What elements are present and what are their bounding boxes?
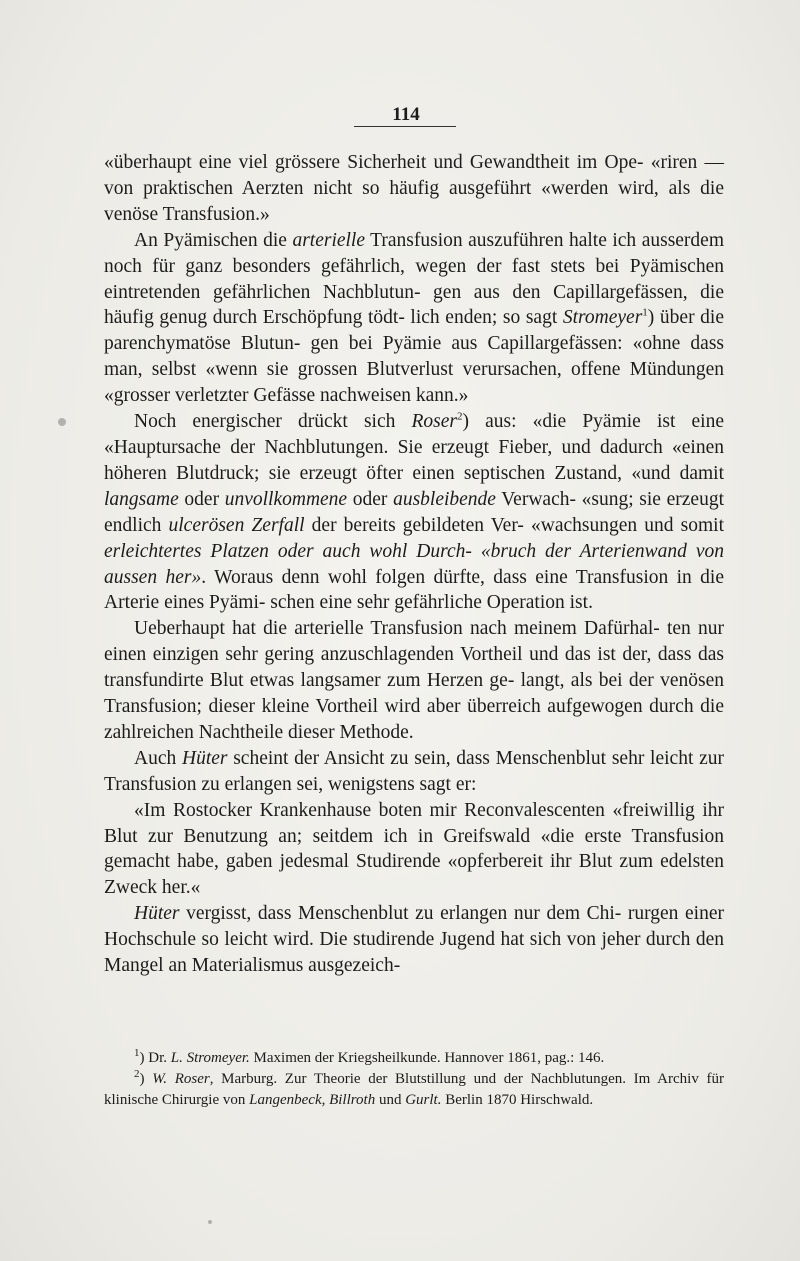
text-run: Ueberhaupt hat die arterielle Transfusion nach meinem Dafürhal- ten nur einen einzigen sehr gering anzuschlagenden Vortheil und das ist der, dass das transfundirte Blut etwas langsamer zum Herzen ge- langt, als bei der venösen Transfusion; dieser kleine Vortheil wird aber überreich aufgewogen durch die zahlreichen Nachtheile dieser Methode. [104,618,724,743]
footnote-marker: 1 [134,1047,140,1059]
italic-text: unvollkommene [224,488,348,510]
italic-text: W. Roser [152,1071,210,1087]
footnote-marker: 2 [456,410,463,423]
text-run: vergisst, dass Menschenblut zu erlangen nur dem Chi- rurgen einer Hochschule so leicht wird. Die studirende Jugend hat sich von jeher durch den Mangel an Materialismus ausgezeich- [104,903,724,977]
text-run: Maximen der Kriegsheilkunde. Hannover 1861, pag.: 146. [249,1050,605,1066]
text-run: Berlin 1870 Hirschwald. [441,1092,594,1108]
italic-text: Gurlt. [405,1092,442,1108]
text-run: und [375,1092,406,1108]
paragraph [104,150,724,228]
italic-text: arterielle [292,229,366,251]
text-run: Verwach- «sung; sie erzeugt endlich [104,488,724,536]
text-run: ) Dr. [139,1050,171,1066]
paragraph [104,228,724,409]
text-run: , Marburg. Zur Theorie der Blutstillung und der Nachblutungen. Im Archiv für klinische Chirurgie von [104,1071,724,1108]
text-run: ) [139,1071,153,1087]
paragraph [104,746,724,798]
text-run: ) über die parenchymatöse Blutun- gen bei Pyämie aus Capillargefässen: «ohne dass man, selbst «wenn sie grossen Blutverlust verursachen, offene Mündungen «grosser verletzter Gefässe nachweisen kann.» [104,307,724,407]
italic-text: erleichtertes Platzen oder auch wohl Durch- «bruch der Arterienwand von aussen her» [104,540,724,588]
text-run: oder [178,488,225,510]
paragraph [104,901,724,979]
text-run: ) aus: «die Pyämie ist eine «Hauptursache der Nachblutungen. Sie erzeugt Fieber, und dadurch «einen höheren Blutdruck; sie erzeugt öfter einen septischen Zustand, «und damit [104,411,724,484]
text-run: «überhaupt eine viel grössere Sicherheit und Gewandtheit im Ope- «riren — von praktischen Aerzten nicht so häufig ausgeführt «werden wird, als die venöse Transfusion.» [104,152,724,225]
page-number-rule [354,126,456,127]
paragraph [104,616,724,746]
body-text [104,150,724,979]
italic-text: Roser [411,411,457,433]
text-run: . Woraus denn wohl folgen dürfte, dass eine Transfusion in die Arterie eines Pyämi- schen eine sehr gefährliche Operation ist. [104,566,725,614]
italic-text: L. Stromeyer. [170,1050,250,1066]
page-number: 114 [392,104,420,125]
footnote [104,1048,724,1069]
text-run: Auch [134,747,182,769]
footnotes [104,1048,724,1111]
text-run: Noch energischer drückt sich [134,411,412,433]
italic-text: ulcerösen Zerfall [168,514,305,536]
italic-text: Hüter [134,903,180,925]
text-run: «Im Rostocker Krankenhause boten mir Reconvalescenten «freiwillig ihr Blut zur Benutzung an; seitdem ich in Greifswald «die erste Transfusion gemacht habe, gaben jedesmal Studirende «opferbereit ihr Blut zum edelsten Zweck her.« [104,799,724,899]
italic-text: Stromeyer [562,307,643,329]
paragraph [104,409,724,616]
italic-text: ausbleibende [393,488,496,510]
footnote-marker: 1 [642,306,648,319]
footnote [104,1069,724,1111]
text-run: Transfusion auszuführen halte ich ausserdem noch für ganz besonders gefährlich, wegen der fast stets bei Pyämischen eintretenden gefährlichen Nachblutun- gen aus den Capillargefässen, die häufig genug durch Erschöpfung tödt- lich enden; so sagt [104,229,724,329]
text-run: scheint der Ansicht zu sein, dass Menschenblut sehr leicht zur Transfusion zu erlangen sei, wenigstens sagt er: [104,747,724,795]
italic-text: Langenbeck, Billroth [249,1092,376,1108]
paragraph [104,798,724,902]
italic-text: langsame [104,488,179,510]
ink-speck [208,1220,212,1224]
text-run: oder [347,488,394,510]
footnote-marker: 2 [134,1068,140,1080]
text-run: der bereits gebildeten Ver- «wachsungen und somit [304,514,724,536]
text-run: An Pyämischen die [134,229,293,251]
italic-text: Hüter [181,747,228,769]
ink-smudge [58,418,66,426]
